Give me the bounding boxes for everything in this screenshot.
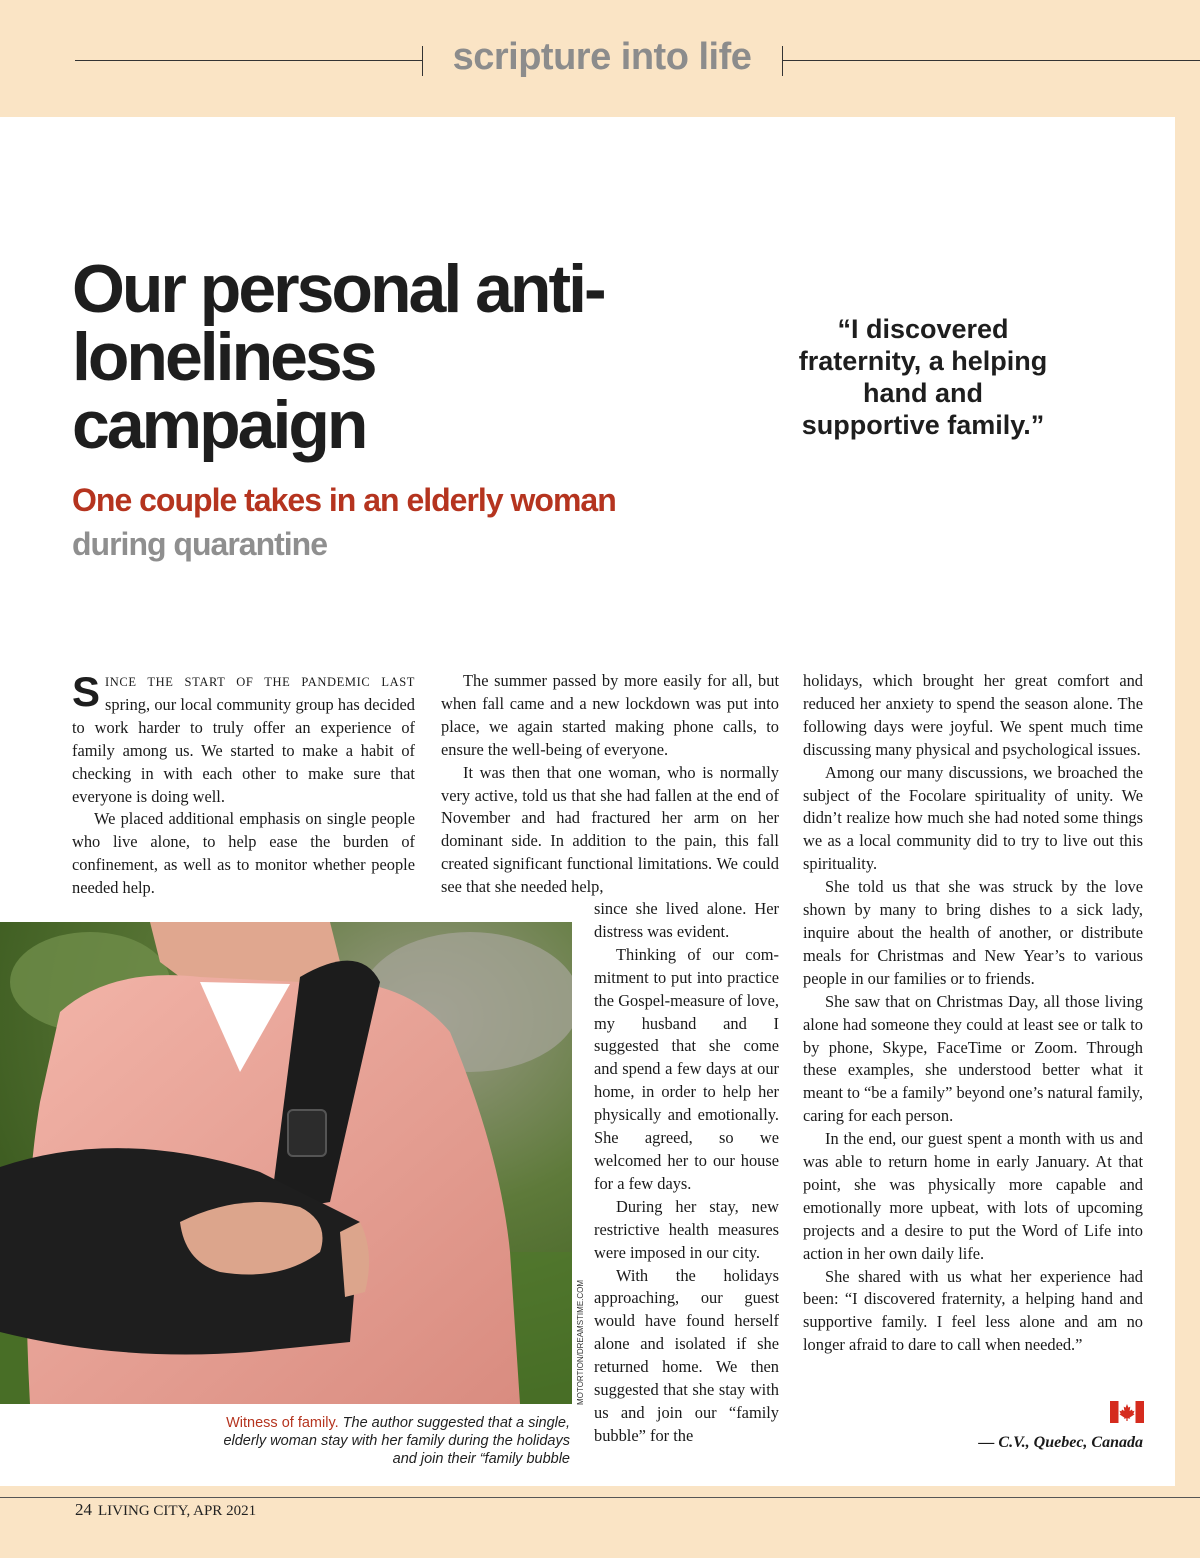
column-1 <box>72 670 415 900</box>
paragraph-text: spring, our local community group has decided to work harder to truly offer an experience of family among us. We started to make a habit of checking in with each other to make sure that everyone is doing well. <box>72 694 415 806</box>
paragraph: holidays, which brought her great comfort and reduced her anxiety to spend the season alone. The following days were joyful. We spent much time discussing many physical and psychological issues. <box>803 671 1143 759</box>
paragraph: In the end, our guest spent a month with us and was able to return home in early January. At that point, she was physically more capable and emotionally more upbeat, with lots of upcoming projects and a desire to put the Word of Life into action in her own daily life. <box>803 1129 1143 1263</box>
column-2-top <box>441 670 779 899</box>
header-rule-right <box>782 60 1200 61</box>
article-photo <box>0 922 572 1404</box>
footer-rule <box>0 1497 1200 1498</box>
author-signoff: — C.V., Quebec, Canada <box>978 1434 1143 1451</box>
paragraph: She shared with us what her experience had been: “I discovered fraternity, a helping hand and supportive family. I feel less alone and am no longer afraid to dare to call when needed.” <box>803 1266 1143 1355</box>
headline: Our personal anti-loneliness campaign <box>72 251 604 463</box>
pull-quote: “I discovered fraternity, a helping hand and supportive family.” <box>798 314 1048 440</box>
paragraph: since she lived alone. Her distress was evident. <box>594 899 779 941</box>
subhead-muted: during quarantine <box>72 526 327 562</box>
section-title: scripture into life <box>452 36 752 78</box>
page-footer <box>75 1500 256 1520</box>
paragraph <box>72 670 415 808</box>
paragraph: Among our many discussions, we broached the subject of the Focolare spirituality of unity. We didn’t realize how much she had noted some things we as a local community did to try to live out this spirituality. <box>803 762 1143 874</box>
paragraph: With the holidays approaching, our guest would have found herself alone and isolated if she returned home. We then suggested that she stay with us and join our “family bubble” for the <box>594 1265 779 1445</box>
drop-cap: S <box>72 668 101 715</box>
column-2-narrow <box>594 898 779 1448</box>
subhead-highlight: One couple takes in an elderly woman <box>72 482 616 518</box>
header-divider-right <box>782 46 783 76</box>
paragraph: It was then that one woman, who is normally very active, told us that she had fallen at the end of November and had fractured her arm on her dominant side. In addition to the pain, this fall created significant functional limitations. We could see that she needed help, <box>441 762 779 897</box>
canada-flag-icon <box>1110 1401 1144 1423</box>
column-3 <box>803 670 1143 1357</box>
paragraph: The summer passed by more easily for all, but when fall came and a new lockdown was put into place, we again started making phone calls, to ensure the well-being of everyone. <box>441 671 779 759</box>
subhead <box>72 478 632 566</box>
paragraph: She saw that on Christmas Day, all those living alone had someone they could at least see or talk to by phone, Skype, FaceTime or Zoom. Through these examples, she understood better what it meant to “be a family” beyond one’s natural family, caring for each person. <box>803 991 1143 1126</box>
paragraph: During her stay, new restrictive health measures were imposed in our city. <box>594 1196 779 1262</box>
photo-caption <box>200 1414 570 1468</box>
page-number: 24 <box>75 1500 92 1519</box>
caption-text: The author suggested that a single, elderly woman stay with her family during the holidays and join their “family bubble <box>223 1415 570 1467</box>
photo-credit <box>576 1280 589 1405</box>
header-rule-left <box>75 60 422 61</box>
publication-name: LIVING CITY, APR 2021 <box>98 1503 257 1519</box>
lead-in-smallcaps: INCE THE START OF THE PANDEMIC LAST <box>105 675 415 689</box>
caption-lead: Witness of family. <box>226 1415 339 1431</box>
paragraph: Thinking of our commitment to put into practice the Gospel-measure of love, my husband and I suggested that she come and spend a few days at our home, in order to help her physically and emotionally. She agreed, so we welcomed her to our house for a few days. <box>594 944 779 1193</box>
photo-credit-text: MOTORTION/DREAMSTIME.COM <box>576 1279 585 1405</box>
paragraph: We placed additional emphasis on single people who live alone, to help ease the burden of confinement, as well as to monitor whether people needed help. <box>72 809 415 898</box>
paragraph: She told us that she was struck by the love shown by many to bring dishes to a sick lady, inquire about the health of another, or distribute meals for Christmas and New Year’s to various people in our families or to friends. <box>803 877 1143 988</box>
